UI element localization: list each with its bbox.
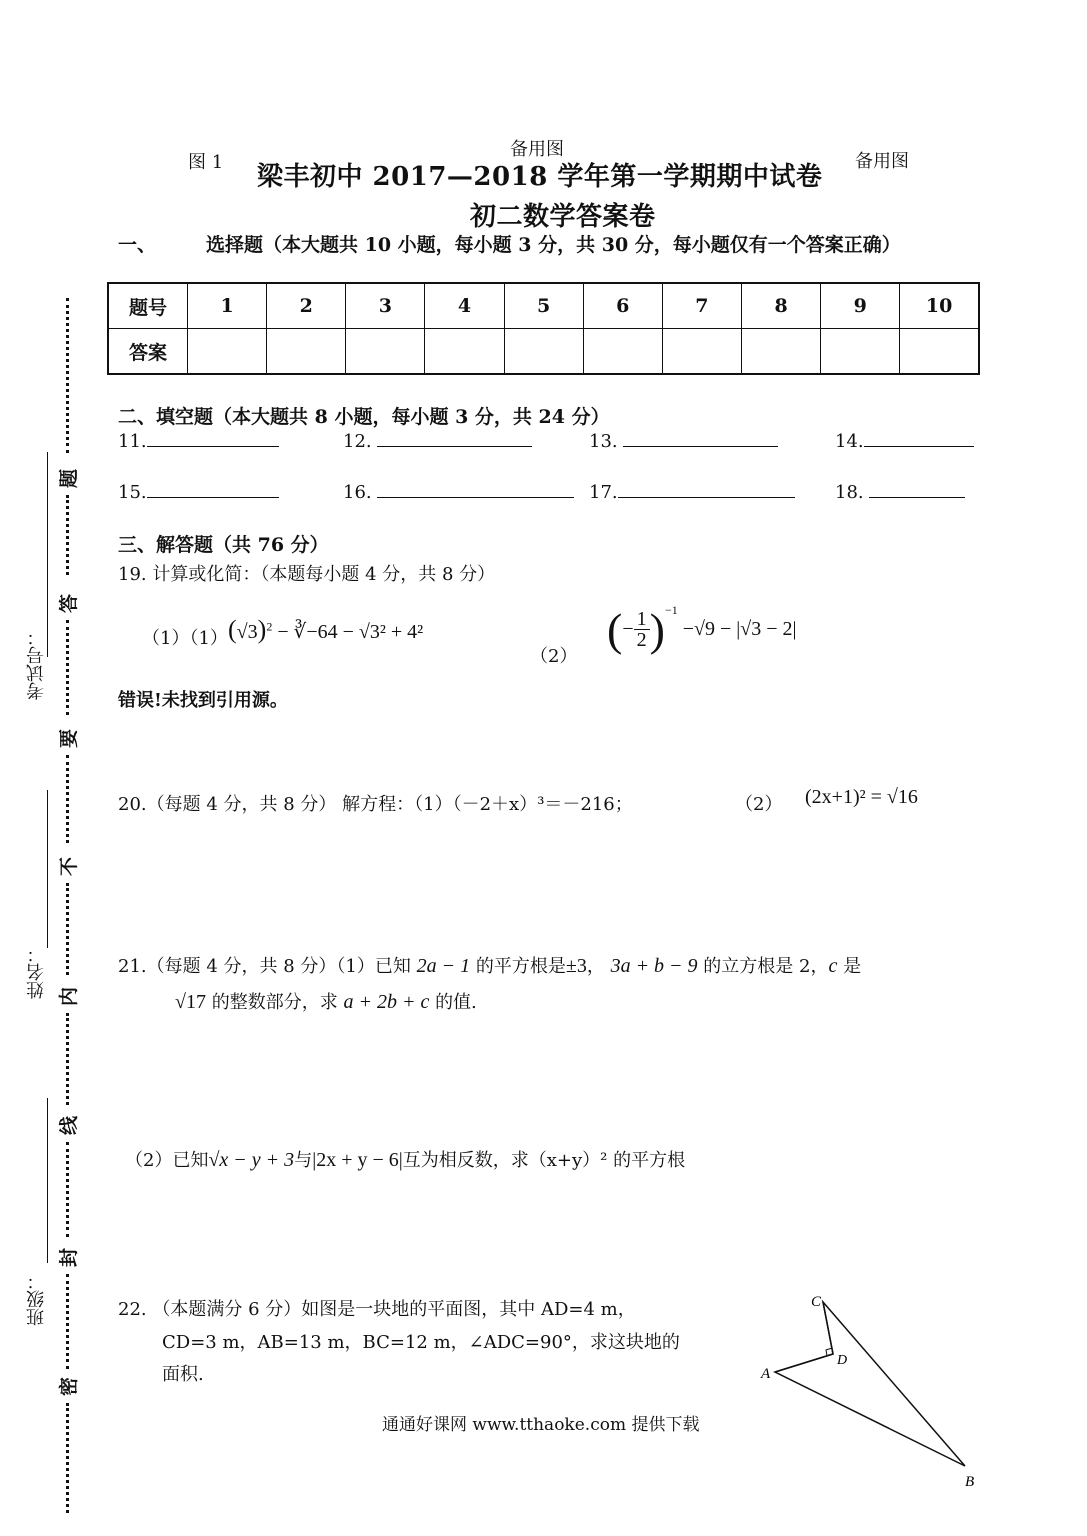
q21-text: 的立方根是 2， bbox=[703, 956, 829, 977]
seal-dotted-line bbox=[66, 298, 75, 453]
vertex-label-d: D bbox=[837, 1353, 848, 1368]
q21-text: ， bbox=[586, 956, 605, 977]
expr-term: √3 bbox=[236, 621, 258, 643]
seal-dotted-line bbox=[66, 1403, 75, 1513]
answer-cell[interactable] bbox=[662, 329, 741, 375]
section2-heading: 二、填空题（本大题共 8 小题，每小题 3 分，共 24 分） bbox=[118, 406, 610, 428]
seal-dotted-line bbox=[66, 1013, 75, 1105]
blank-label: 15. bbox=[118, 482, 147, 503]
blank-13 bbox=[589, 430, 778, 452]
table-row bbox=[108, 283, 979, 329]
q21-text: 21.（每题 4 分，共 8 分）（1）已知 bbox=[118, 956, 411, 977]
seal-char: 线 bbox=[58, 1115, 81, 1136]
table-header-cell: 答案 bbox=[108, 329, 188, 375]
question-19-part1-expression: $(√3)^2$ − ∛−64 − √3² + 4² bbox=[228, 615, 424, 644]
question-number-cell: 3 bbox=[346, 283, 425, 329]
vertex-label-a: A bbox=[761, 1366, 771, 1382]
seal-char: 内 bbox=[58, 986, 81, 1007]
blank-18 bbox=[835, 481, 965, 503]
answer-cell[interactable] bbox=[267, 329, 346, 375]
q21-expr: 3a + b − 9 bbox=[610, 955, 698, 977]
question-number-cell: 4 bbox=[425, 283, 504, 329]
class-write-line[interactable] bbox=[47, 1098, 48, 1263]
seal-char: 不 bbox=[58, 856, 81, 877]
question-22-line1: 22. （本题满分 6 分）如图是一块地的平面图，其中 AD=4 m， bbox=[118, 1299, 636, 1320]
q21-text: （2）已知 bbox=[125, 1150, 209, 1171]
name-write-line[interactable] bbox=[47, 790, 48, 948]
section1-number: 一、 bbox=[118, 234, 157, 256]
question-19-stem: 19. 计算或化简：（本题每小题 4 分，共 8 分） bbox=[118, 564, 496, 585]
blank-line[interactable] bbox=[623, 430, 778, 447]
fraction-denominator: 2 bbox=[636, 629, 647, 651]
answer-table bbox=[107, 282, 980, 375]
q21-expr: √x − y + 3 bbox=[208, 1149, 295, 1171]
section1-heading: 选择题（本大题共 10 小题，每小题 3 分，共 30 分，每小题仅有一个答案正确） bbox=[206, 234, 901, 256]
question-number-cell: 2 bbox=[267, 283, 346, 329]
answer-cell[interactable] bbox=[741, 329, 820, 375]
figure-1-label: 图 1 bbox=[188, 152, 224, 173]
question-number-cell: 6 bbox=[583, 283, 662, 329]
segment-ad bbox=[775, 1354, 833, 1372]
error-note: 错误!未找到引用源。 bbox=[118, 690, 288, 711]
answer-cell[interactable] bbox=[425, 329, 504, 375]
q21-expr: ±3 bbox=[565, 955, 587, 977]
q21-text: 的值. bbox=[435, 992, 477, 1013]
blank-14 bbox=[835, 430, 974, 452]
blank-label: 14. bbox=[835, 431, 864, 452]
blank-15 bbox=[118, 481, 279, 503]
answer-cell[interactable] bbox=[346, 329, 425, 375]
blank-label: 13. bbox=[589, 431, 618, 452]
question-21-part2 bbox=[125, 1146, 685, 1172]
blank-label: 12. bbox=[343, 431, 372, 452]
question-21-line2 bbox=[175, 988, 477, 1014]
expr-term: ∛−64 bbox=[293, 621, 338, 643]
seal-dotted-line bbox=[66, 755, 75, 843]
seal-dotted-line bbox=[66, 1142, 75, 1237]
question-22-line3: 面积. bbox=[162, 1364, 204, 1385]
blank-16 bbox=[343, 481, 574, 503]
blank-line[interactable] bbox=[869, 481, 965, 498]
blank-label: 16. bbox=[343, 482, 372, 503]
seal-char: 要 bbox=[58, 728, 81, 749]
blank-line[interactable] bbox=[618, 481, 795, 498]
question-number-cell: 10 bbox=[900, 283, 979, 329]
answer-cell[interactable] bbox=[900, 329, 979, 375]
blank-line[interactable] bbox=[864, 430, 974, 447]
footer-text: 通通好课网 www.tthaoke.com 提供下载 bbox=[382, 1415, 700, 1435]
question-22-line2: CD=3 m，AB=13 m，BC=12 m，∠ADC=90°，求这块地的 bbox=[162, 1332, 680, 1353]
question-number-cell: 7 bbox=[662, 283, 741, 329]
q21-expr: 2a − 1 bbox=[416, 955, 471, 977]
q21-expr: a + 2b + c bbox=[343, 991, 430, 1013]
answer-cell[interactable] bbox=[583, 329, 662, 375]
question-21-line1 bbox=[118, 952, 861, 978]
question-number-cell: 1 bbox=[188, 283, 267, 329]
question-19-part1-label: （1）（1） bbox=[142, 628, 228, 649]
seal-dotted-line bbox=[66, 883, 75, 975]
blank-line[interactable] bbox=[147, 481, 279, 498]
blank-line[interactable] bbox=[377, 481, 574, 498]
expr-term: −√9 − |√3 − 2| bbox=[682, 618, 797, 640]
table-header-cell: 题号 bbox=[108, 283, 188, 329]
table-row bbox=[108, 329, 979, 375]
class-label: 班级： bbox=[26, 1272, 47, 1326]
question-number-cell: 9 bbox=[821, 283, 900, 329]
question-number-cell: 5 bbox=[504, 283, 583, 329]
exam-number-label: 考试号： bbox=[26, 628, 47, 700]
fraction-numerator: 1 bbox=[634, 609, 650, 630]
q21-text: 与 bbox=[294, 1150, 313, 1171]
q21-expr: |2x + y − 6| bbox=[312, 1149, 403, 1171]
blank-line[interactable] bbox=[147, 430, 279, 447]
question-19-part2-expression: (− $\frac{1}{2}$ )$^{-1}$ −√9 − |√3 − 2| bbox=[607, 603, 797, 655]
q21-text: 是 bbox=[843, 956, 862, 977]
name-label: 姓名： bbox=[26, 945, 47, 999]
q21-expr: √17 bbox=[175, 991, 206, 1013]
seal-char: 封 bbox=[58, 1247, 81, 1268]
page-subtitle: 初二数学答案卷 bbox=[470, 202, 656, 232]
blank-12 bbox=[343, 430, 532, 452]
fraction bbox=[634, 609, 650, 650]
seal-char: 题 bbox=[58, 468, 81, 489]
q21-text: 的平方根是 bbox=[475, 956, 566, 977]
spare-figure-label: 备用图 bbox=[855, 151, 909, 172]
question-19-part2-label: （2） bbox=[530, 646, 578, 667]
section3-heading: 三、解答题（共 76 分） bbox=[118, 534, 329, 556]
quadrilateral-figure bbox=[755, 1290, 985, 1490]
question-20-text: 20.（每题 4 分，共 8 分） 解方程：（1）（－2＋x）³＝－216； bbox=[118, 794, 633, 815]
blank-label: 11. bbox=[118, 431, 147, 452]
expr-exponent: 2 bbox=[266, 619, 273, 634]
answer-cell[interactable] bbox=[821, 329, 900, 375]
page-title: 梁丰初中 2017—2018 学年第一学期期中试卷 bbox=[257, 162, 823, 192]
expr-exponent: −1 bbox=[664, 603, 678, 617]
seal-dotted-line bbox=[66, 495, 75, 575]
expr-term: √3² + 4² bbox=[358, 621, 424, 643]
seal-dotted-line bbox=[66, 620, 75, 715]
blank-label: 18. bbox=[835, 482, 864, 503]
blank-line[interactable] bbox=[377, 430, 532, 447]
segment-cd bbox=[823, 1302, 833, 1354]
seal-dotted-line bbox=[66, 1274, 75, 1369]
blank-11 bbox=[118, 430, 279, 452]
question-20-part2-label: （2） bbox=[735, 794, 783, 815]
q21-text: 互为相反数，求（x+y）² 的平方根 bbox=[402, 1150, 686, 1171]
seal-char: 密 bbox=[58, 1376, 81, 1397]
question-20-part2-expression: (2x+1)² = √16 bbox=[805, 786, 918, 808]
question-number-cell: 8 bbox=[741, 283, 820, 329]
q21-text: 的整数部分，求 bbox=[211, 992, 338, 1013]
blank-label: 17. bbox=[589, 482, 618, 503]
answer-cell[interactable] bbox=[188, 329, 267, 375]
q21-expr: c bbox=[828, 955, 838, 977]
expr-sign: − bbox=[622, 618, 634, 640]
vertex-label-c: C bbox=[811, 1294, 822, 1310]
answer-cell[interactable] bbox=[504, 329, 583, 375]
figure-outline bbox=[775, 1302, 965, 1466]
spare-figure-label: 备用图 bbox=[510, 139, 564, 160]
vertex-label-b: B bbox=[965, 1474, 975, 1490]
blank-17 bbox=[589, 481, 795, 503]
seal-char: 答 bbox=[58, 593, 81, 614]
exam-number-write-line[interactable] bbox=[47, 452, 48, 657]
